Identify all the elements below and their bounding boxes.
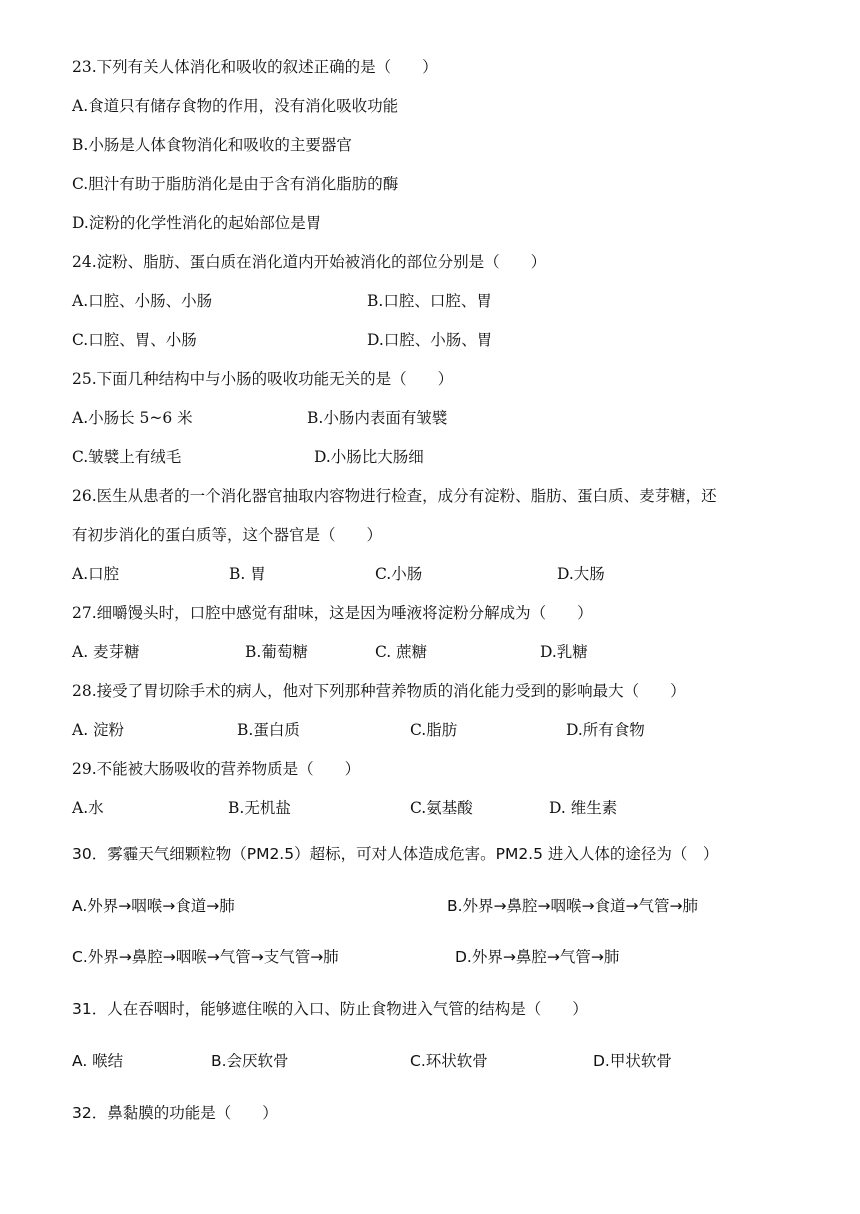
question-31-option-d: D.甲状软骨: [593, 1052, 672, 1070]
question-26-option-a: A.口腔: [72, 565, 120, 583]
question-27-option-d: D.乳糖: [540, 643, 588, 661]
question-30-option-a: A.外界→咽喉→食道→肺: [72, 897, 235, 915]
question-27-option-b: B.葡萄糖: [245, 643, 308, 661]
question-29-option-a: A.水: [72, 799, 104, 817]
question-26-option-b: B. 胃: [229, 565, 266, 583]
question-23-option-a: A.食道只有储存食物的作用，没有消化吸收功能: [72, 97, 399, 115]
question-24-option-b: B.口腔、口腔、胃: [367, 292, 492, 310]
question-23-option-b: B.小肠是人体食物消化和吸收的主要器官: [72, 136, 352, 154]
question-30-option-b: B.外界→鼻腔→咽喉→食道→气管→肺: [447, 897, 698, 915]
question-31-option-c: C.环状软骨: [410, 1052, 488, 1070]
question-30-stem: 30．雾霾天气细颗粒物（PM2.5）超标，可对人体造成危害。PM2.5 进入人体的途径为（ ）: [72, 845, 719, 863]
question-27-option-a: A. 麦芽糖: [72, 643, 140, 661]
question-26-stem-line-2: 有初步消化的蛋白质等，这个器官是（ ）: [72, 526, 383, 544]
question-31-option-a: A. 喉结: [72, 1052, 124, 1070]
question-25-option-d: D.小肠比大肠细: [314, 448, 424, 466]
question-28-stem: 28.接受了胃切除手术的病人，他对下列那种营养物质的消化能力受到的影响最大（ ）: [72, 682, 686, 700]
question-23-option-c: C.胆汁有助于脂肪消化是由于含有消化脂肪的酶: [72, 175, 399, 193]
question-29-option-c: C.氨基酸: [410, 799, 473, 817]
question-24-stem: 24.淀粉、脂肪、蛋白质在消化道内开始被消化的部位分别是（ ）: [72, 253, 547, 271]
question-28-option-b: B.蛋白质: [237, 721, 300, 739]
question-24-option-d: D.口腔、小肠、胃: [367, 331, 493, 349]
question-25-option-a: A.小肠长 5~6 米: [72, 409, 193, 427]
question-31-option-b: B.会厌软骨: [211, 1052, 289, 1070]
question-25-stem: 25.下面几种结构中与小肠的吸收功能无关的是（ ）: [72, 370, 454, 388]
question-26-option-c: C.小肠: [375, 565, 423, 583]
question-24-option-c: C.口腔、胃、小肠: [72, 331, 197, 349]
question-28-option-c: C.脂肪: [410, 721, 458, 739]
question-28-option-d: D.所有食物: [566, 721, 645, 739]
question-27-option-c: C. 蔗糖: [375, 643, 428, 661]
question-29-stem: 29.不能被大肠吸收的营养物质是（ ）: [72, 760, 361, 778]
question-28-option-a: A. 淀粉: [72, 721, 125, 739]
question-26-option-d: D.大肠: [557, 565, 605, 583]
question-26-stem-line-1: 26.医生从患者的一个消化器官抽取内容物进行检查，成分有淀粉、脂肪、蛋白质、麦芽糖，还: [72, 487, 717, 505]
question-25-option-c: C.皱襞上有绒毛: [72, 448, 182, 466]
question-30-option-c: C.外界→鼻腔→咽喉→气管→支气管→肺: [72, 948, 339, 966]
question-27-stem: 27.细嚼馒头时，口腔中感觉有甜味，这是因为唾液将淀粉分解成为（ ）: [72, 604, 593, 622]
question-29-option-d: D. 维生素: [549, 799, 618, 817]
question-23-stem: 23.下列有关人体消化和吸收的叙述正确的是（ ）: [72, 58, 438, 76]
question-29-option-b: B.无机盐: [228, 799, 291, 817]
question-25-option-b: B.小肠内表面有皱襞: [307, 409, 448, 427]
question-23-option-d: D.淀粉的化学性消化的起始部位是胃: [72, 214, 322, 232]
question-31-stem: 31．人在吞咽时，能够遮住喉的入口、防止食物进入气管的结构是（ ）: [72, 1000, 588, 1018]
question-30-option-d: D.外界→鼻腔→气管→肺: [455, 948, 620, 966]
question-24-option-a: A.口腔、小肠、小肠: [72, 292, 213, 310]
question-32-stem: 32．鼻黏膜的功能是（ ）: [72, 1104, 278, 1122]
